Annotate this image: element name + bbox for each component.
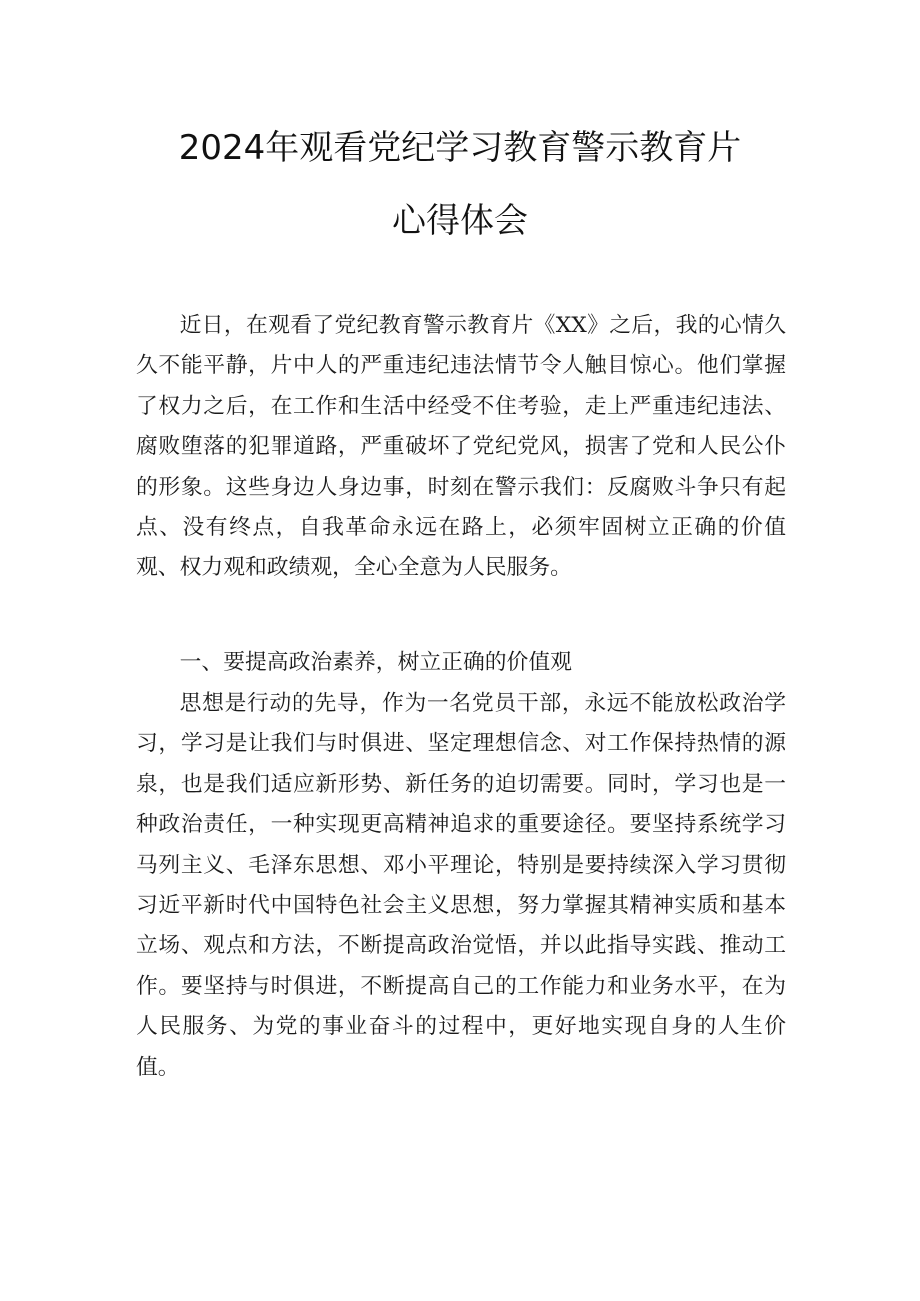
document-title-line-2: 心得体会 xyxy=(392,201,528,241)
intro-paragraph: 近日，在观看了党纪教育警示教育片《XX》之后，我的心情久久不能平静，片中人的严重违纪违法情节令人触目惊心。他们掌握了权力之后，在工作和生活中经受不住考验，走上严重违纪违法、腐败堕落的犯罪道路，严重破坏了党纪党风，损害了党和人民公仆的形象。这些身边人身边事，时刻在警示我们：反腐败斗争只有起点、没有终点，自我革命永远在路上，必须牢固树立正确的价值观、权力观和政绩观，全心全意为人民服务。 xyxy=(136,313,786,581)
document-title-line-1: 2024年观看党纪学习教育警示教育片 xyxy=(178,128,742,168)
section-1-paragraph: 思想是行动的先导，作为一名党员干部，永远不能放松政治学习，学习是让我们与时俱进、坚定理想信念、对工作保持热情的源泉，也是我们适应新形势、新任务的迫切需要。同时，学习也是一种政治责任，一种实现更高精神追求的重要途径。要坚持系统学习马列主义、毛泽东思想、邓小平理论，特别是要持续深入学习贯彻习近平新时代中国特色社会主义思想，努力掌握其精神实质和基本立场、观点和方法，不断提高政治觉悟，并以此指导实践、推动工作。要坚持与时俱进，不断提高自己的工作能力和业务水平，在为人民服务、为党的事业奋斗的过程中，更好地实现自身的人生价值。 xyxy=(136,691,786,1080)
section-heading-1: 一、要提高政治素养，树立正确的价值观 xyxy=(179,650,572,675)
